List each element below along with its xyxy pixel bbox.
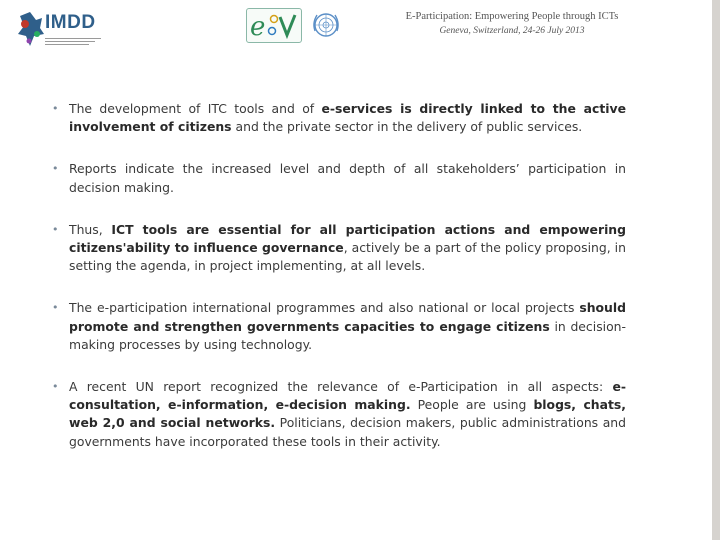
bullet-dot-icon: • bbox=[52, 301, 59, 315]
imdd-logo-text: IMDD bbox=[45, 12, 96, 33]
un-emblem-icon bbox=[310, 9, 342, 41]
bullet-item: • The development of ITC tools and of e-services is directly linked to the active involvement of citizens and the private sector in the delivery of public services. bbox=[52, 101, 626, 135]
imdd-logo-tagline-graphic bbox=[45, 36, 103, 45]
egov-logo bbox=[246, 8, 302, 43]
bullet-item: • Reports indicate the increased level and depth of all stakeholders’ participation in decision making. bbox=[52, 161, 626, 195]
imdd-logo bbox=[16, 10, 106, 50]
slide-content bbox=[52, 100, 626, 451]
bullet-list bbox=[52, 100, 626, 451]
bullet-dot-icon: • bbox=[52, 102, 59, 115]
un-emblem bbox=[310, 9, 342, 41]
bullet-item: • The e-participation international programmes and also national or local projects should promote and strengthen governments capacities to engage citizens in decision-making processes by using technology. bbox=[52, 300, 626, 352]
bullet-dot-icon: • bbox=[52, 380, 59, 394]
right-edge-bar bbox=[712, 0, 720, 540]
bullet-item: • A recent UN report recognized the relevance of e-Participation in all aspects: e-consultation, e-information, e-decision making. People are using blogs, chats, web 2,0 and social networks. Politicians, decision makers, public administrations and governments have incorporated these tools in their activity. bbox=[52, 379, 627, 449]
egov-logo-icon bbox=[247, 9, 301, 42]
bullet-item: • Thus, ICT tools are essential for all participation actions and empowering citizens'ability to influence governance, actively be a part of the policy proposing, in setting the agenda, in project implementing, at all levels. bbox=[52, 221, 627, 274]
bullet-dot-icon: • bbox=[52, 222, 59, 236]
svg-text:e: e bbox=[250, 12, 266, 42]
page-header-title: E-Participation: Empowering People through ICTs bbox=[405, 11, 619, 22]
bullet-dot-icon: • bbox=[52, 162, 59, 176]
page-header-subtitle: Geneva, Switzerland, 24-26 July 2013 bbox=[439, 26, 585, 36]
imdd-logo-icon bbox=[16, 10, 46, 50]
